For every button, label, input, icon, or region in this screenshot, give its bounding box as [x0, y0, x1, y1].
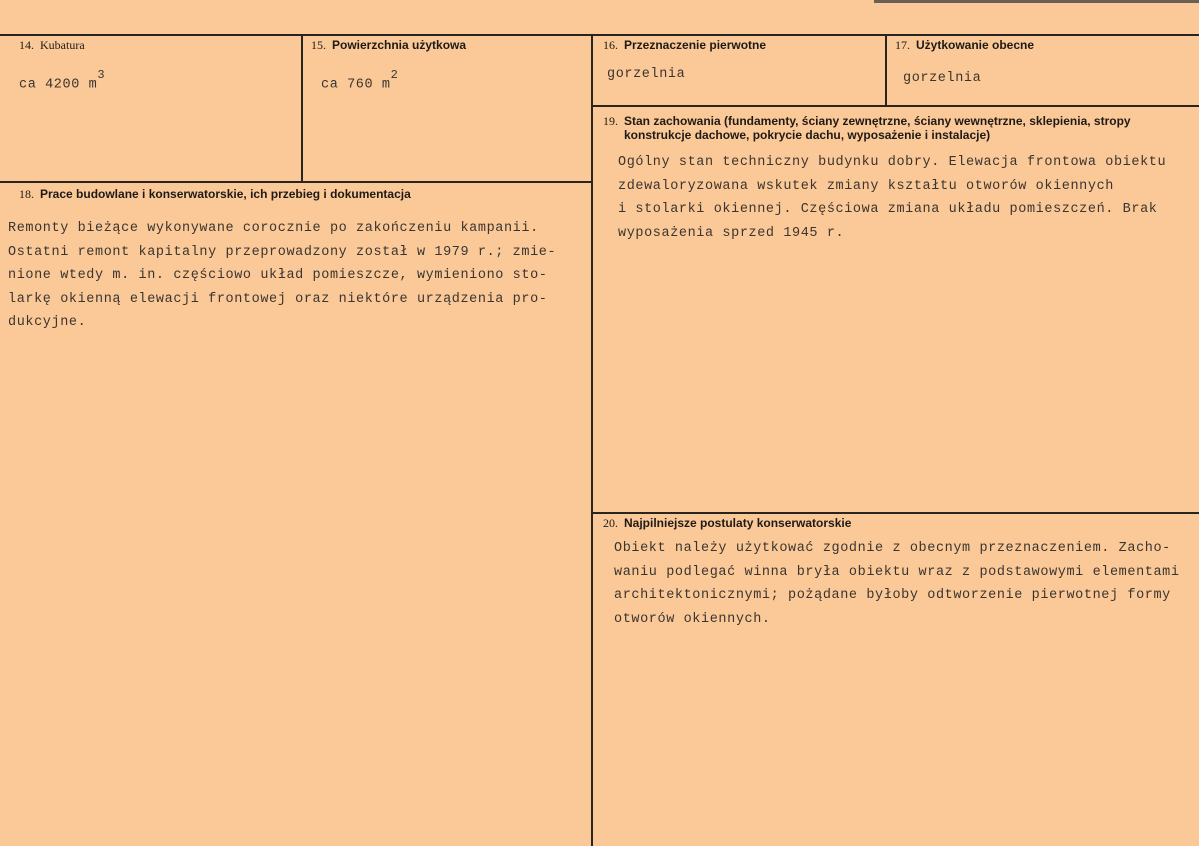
field-18-text — [8, 217, 556, 335]
field-18-line: dukcyjne. — [8, 315, 87, 330]
field-19-number: 19. — [603, 114, 618, 128]
field-15-number: 15. — [311, 38, 326, 52]
powierzchnia-value: ca 760 m — [321, 77, 391, 93]
field-16-number: 16. — [603, 38, 618, 52]
field-20-line: otworów okiennych. — [614, 611, 771, 627]
field-14-label — [19, 38, 85, 52]
top-edge-bar — [874, 0, 1199, 3]
center-divider — [591, 34, 593, 846]
field-20-line: Obiekt należy użytkować zgodnie z obecnym przeznaczeniem. Zacho- — [614, 541, 1171, 556]
field-20-line: waniu podlegać winna bryła obiektu wraz z podstawowymi elementami — [614, 564, 1180, 580]
kubatura-unit-exponent: 3 — [97, 68, 106, 82]
divider-16-17 — [885, 34, 887, 105]
field-16-label — [603, 38, 766, 52]
field-18-line: nione wtedy m. in. częściowo układ pomieszcze, wymieniono sto- — [8, 268, 548, 283]
field-19-label-cont — [624, 128, 990, 142]
field-18-label — [19, 187, 411, 201]
divider-14-15 — [301, 34, 303, 181]
field-14-title: Kubatura — [40, 38, 85, 52]
field-20-text — [614, 537, 1180, 631]
field-19-line: i stolarki okiennej. Częściowa zmiana układu pomieszczeń. Brak — [618, 202, 1158, 217]
field-17-label — [895, 38, 1034, 52]
field-19-text — [618, 151, 1166, 245]
field-16-title: Przeznaczenie pierwotne — [624, 38, 767, 52]
field-17-value: gorzelnia — [903, 71, 982, 86]
field-16-value: gorzelnia — [607, 67, 686, 82]
field-15-label — [311, 38, 466, 52]
field-18-number: 18. — [19, 187, 34, 201]
kubatura-value: ca 4200 m — [19, 77, 98, 93]
field-19-line: wyposażenia sprzed 1945 r. — [618, 225, 845, 241]
field-19-title-line2: konstrukcje dachowe, pokrycie dachu, wyposażenie i instalacje) — [624, 128, 991, 142]
field-20-number: 20. — [603, 516, 618, 530]
rule-above-19 — [593, 105, 1199, 107]
field-20-title: Najpilniejsze postulaty konserwatorskie — [624, 516, 852, 530]
field-17-title: Użytkowanie obecne — [916, 38, 1035, 52]
field-15-title: Powierzchnia użytkowa — [332, 38, 467, 52]
field-19-line: zdewaloryzowana wskutek zmiany kształtu otworów okiennych — [618, 178, 1114, 194]
field-18-line: larkę okienną elewacji frontowej oraz niektóre urządzenia pro- — [8, 291, 548, 307]
field-14-number: 14. — [19, 38, 34, 52]
top-rule — [0, 34, 1199, 36]
field-20-label — [603, 516, 851, 530]
field-15-value — [321, 68, 399, 93]
field-14-value — [19, 68, 106, 93]
field-19-line: Ogólny stan techniczny budynku dobry. Elewacja frontowa obiektu — [618, 155, 1167, 170]
field-18-line: Remonty bieżące wykonywane corocznie po zakończeniu kampanii. — [8, 221, 539, 236]
field-19-title-line1: Stan zachowania (fundamenty, ściany zewnętrzne, ściany wewnętrzne, sklepienia, stropy — [624, 114, 1131, 128]
field-17-number: 17. — [895, 38, 910, 52]
rule-above-18 — [0, 181, 591, 183]
powierzchnia-unit-exponent: 2 — [390, 68, 399, 82]
field-18-line: Ostatni remont kapitalny przeprowadzony został w 1979 r.; zmie- — [8, 244, 557, 260]
rule-above-20 — [593, 512, 1199, 514]
field-20-line: architektonicznymi; pożądane byłoby odtworzenie pierwotnej formy — [614, 588, 1171, 603]
field-18-title: Prace budowlane i konserwatorskie, ich przebieg i dokumentacja — [40, 187, 411, 201]
field-19-label — [603, 114, 1131, 128]
